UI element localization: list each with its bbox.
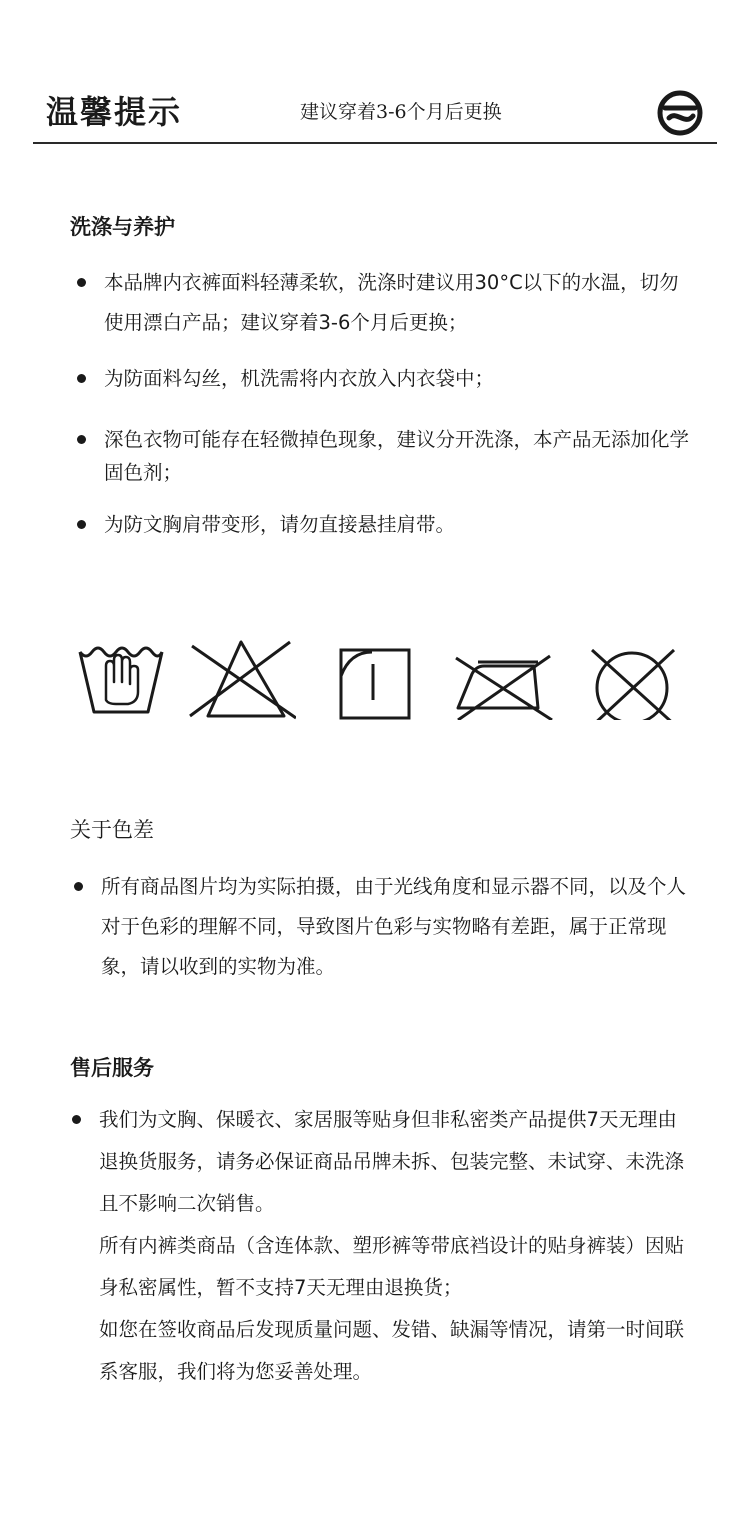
service-paragraph: 如您在签收商品后发现质量问题、发错、缺漏等情况，请第一时间联系客服，我们将为您妥善处理。 bbox=[99, 1318, 685, 1383]
list-item-color-1 bbox=[101, 867, 695, 987]
bullet-dot-icon bbox=[77, 435, 86, 444]
do-not-iron-icon bbox=[452, 630, 556, 720]
list-item-wash-2 bbox=[104, 359, 694, 399]
header bbox=[0, 0, 750, 150]
drip-dry-icon bbox=[336, 630, 416, 720]
section-title-after-sales: 售后服务 bbox=[70, 1056, 154, 1080]
list-item-text: 本品牌内衣裤面料轻薄柔软，洗涤时建议用30°C以下的水温，切勿使用漂白产品；建议穿着3-6个月后更换； bbox=[104, 271, 679, 334]
page-title: 温馨提示 bbox=[46, 93, 183, 131]
brand-logo-icon bbox=[655, 88, 705, 138]
section-title-color-difference: 关于色差 bbox=[70, 818, 154, 842]
header-divider bbox=[33, 142, 717, 144]
list-item-text: 为防面料勾丝，机洗需将内衣放入内衣袋中； bbox=[104, 367, 495, 390]
list-item-text: 所有商品图片均为实际拍摄，由于光线角度和显示器不同，以及个人对于色彩的理解不同，导致图片色彩与实物略有差距，属于正常现象，请以收到的实物为准。 bbox=[101, 875, 687, 978]
do-not-bleach-icon bbox=[186, 630, 296, 720]
service-paragraph: 所有内裤类商品（含连体款、塑形裤等带底裆设计的贴身裤装）因贴身私密属性，暂不支持7天无理由退换货； bbox=[99, 1234, 685, 1299]
list-item-text: 深色衣物可能存在轻微掉色现象，建议分开洗涤，本产品无添加化学固色剂； bbox=[104, 428, 690, 484]
bullet-dot-icon bbox=[72, 1115, 81, 1124]
section-title-wash-care: 洗涤与养护 bbox=[70, 215, 175, 239]
bullet-dot-icon bbox=[77, 278, 86, 287]
bullet-dot-icon bbox=[77, 520, 86, 529]
list-item-service-1 bbox=[99, 1099, 695, 1393]
do-not-dry-clean-icon bbox=[588, 630, 678, 720]
header-subtitle: 建议穿着3-6个月后更换 bbox=[300, 101, 502, 123]
care-symbols-row bbox=[0, 630, 750, 730]
hand-wash-icon bbox=[76, 630, 166, 720]
service-paragraph: 我们为文胸、保暖衣、家居服等贴身但非私密类产品提供7天无理由退换货服务，请务必保证商品吊牌未拆、包装完整、未试穿、未洗涤且不影响二次销售。 bbox=[99, 1108, 685, 1215]
list-item-wash-4 bbox=[104, 505, 694, 545]
bullet-dot-icon bbox=[74, 882, 83, 891]
list-item-wash-3 bbox=[104, 423, 694, 489]
bullet-dot-icon bbox=[77, 374, 86, 383]
list-item-text: 为防文胸肩带变形，请勿直接悬挂肩带。 bbox=[104, 513, 456, 536]
list-item-wash-1 bbox=[104, 263, 694, 343]
